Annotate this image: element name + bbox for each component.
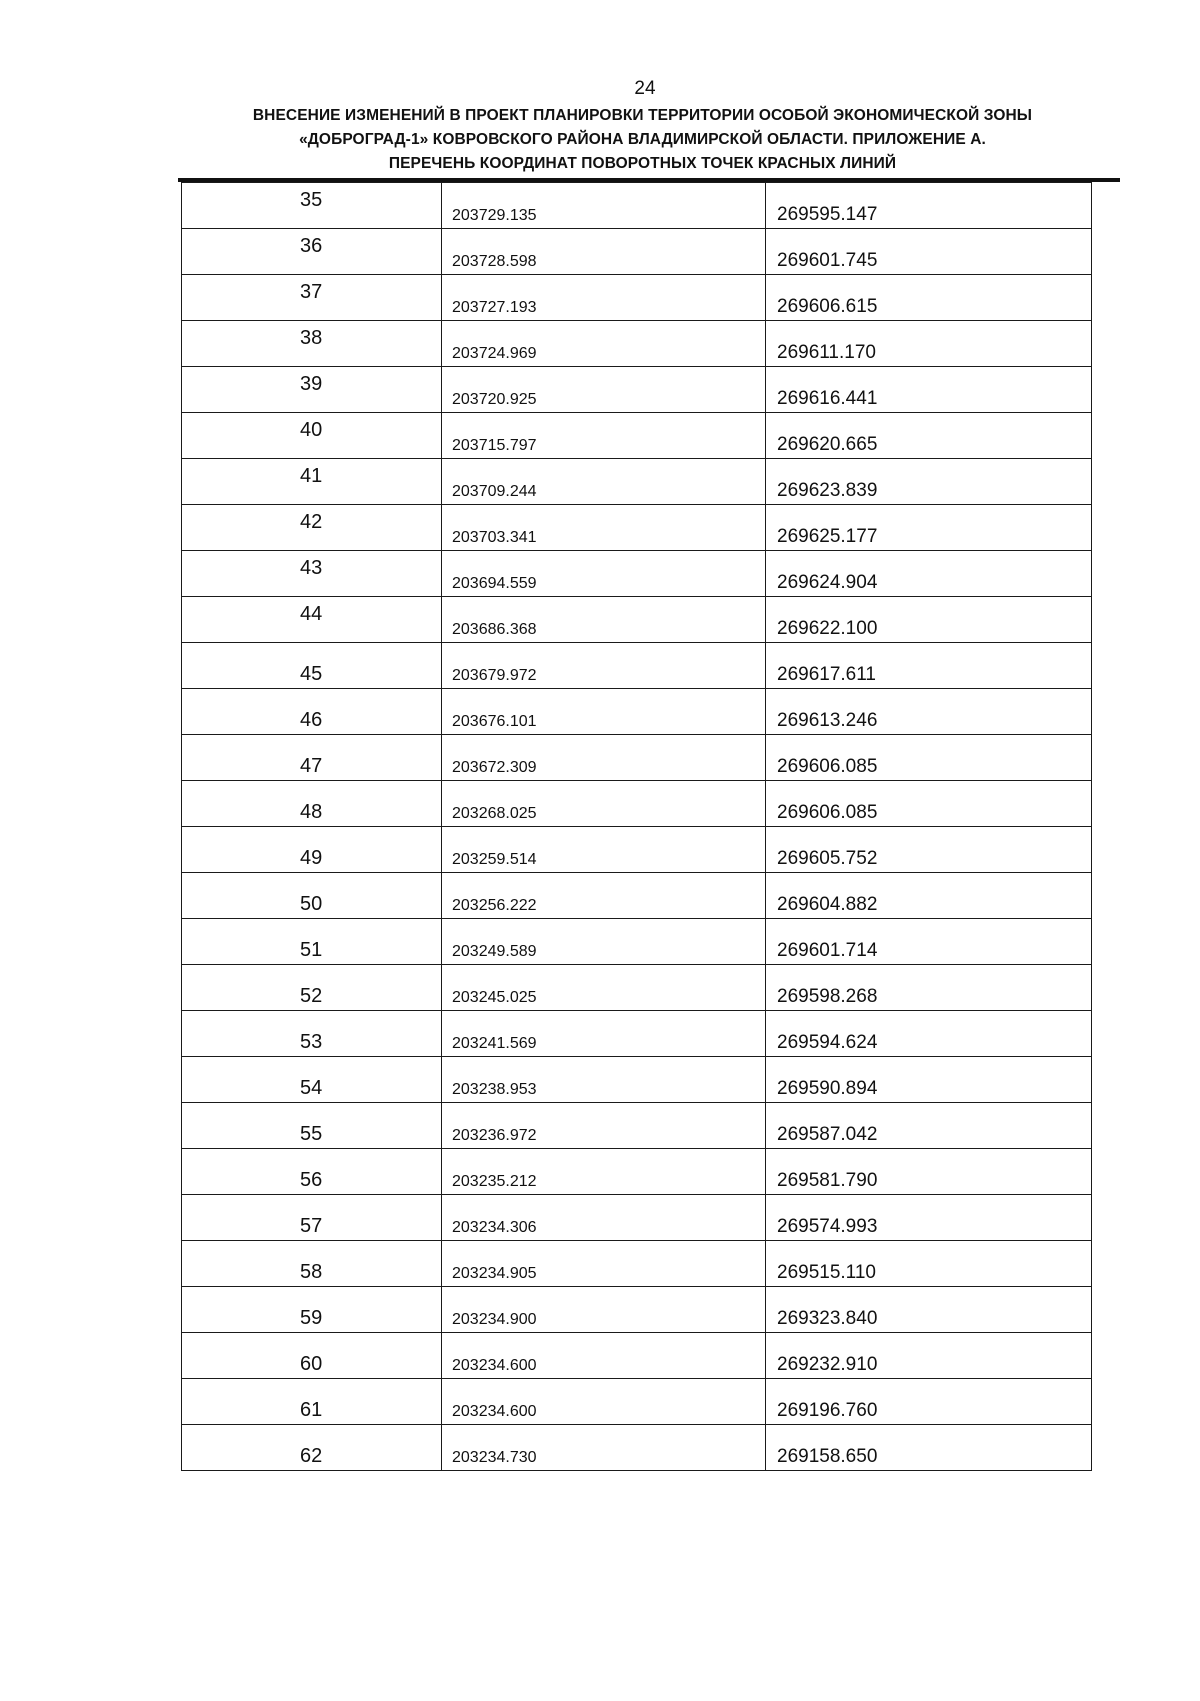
y-coordinate-cell: [766, 1057, 1092, 1103]
y-coordinate-cell: [766, 505, 1092, 551]
y-coordinate-cell: [766, 735, 1092, 781]
table-row: [182, 1195, 1092, 1241]
x-coordinate-cell: [442, 781, 766, 827]
table-row: [182, 1103, 1092, 1149]
x-coordinate: 203727.193: [452, 299, 537, 316]
x-coordinate: 203256.222: [452, 897, 537, 914]
x-coordinate: 203729.135: [452, 207, 537, 224]
x-coordinate: 203709.244: [452, 483, 537, 500]
point-number: 61: [300, 1399, 323, 1421]
point-number-cell: [182, 1057, 442, 1103]
x-coordinate-cell: [442, 1011, 766, 1057]
y-coordinate-cell: [766, 183, 1092, 229]
x-coordinate: 203234.600: [452, 1357, 537, 1374]
point-number: 40: [300, 419, 323, 441]
x-coordinate: 203686.368: [452, 621, 537, 638]
page-number: 24: [634, 78, 656, 99]
x-coordinate-cell: [442, 965, 766, 1011]
y-coordinate: 269574.993: [777, 1216, 878, 1237]
table-row: [182, 367, 1092, 413]
point-number-cell: [182, 965, 442, 1011]
y-coordinate-cell: [766, 965, 1092, 1011]
point-number: 39: [300, 373, 323, 395]
x-coordinate-cell: [442, 597, 766, 643]
x-coordinate-cell: [442, 873, 766, 919]
x-coordinate: 203234.730: [452, 1449, 537, 1466]
x-coordinate-cell: [442, 919, 766, 965]
x-coordinate-cell: [442, 505, 766, 551]
table-row: [182, 873, 1092, 919]
point-number: 44: [300, 603, 323, 625]
x-coordinate: 203724.969: [452, 345, 537, 362]
table-row: [182, 413, 1092, 459]
point-number-cell: [182, 413, 442, 459]
table-row: [182, 1425, 1092, 1471]
y-coordinate: 269604.882: [777, 894, 878, 915]
point-number-cell: [182, 1011, 442, 1057]
x-coordinate: 203245.025: [452, 989, 537, 1006]
point-number-cell: [182, 367, 442, 413]
point-number-cell: [182, 459, 442, 505]
y-coordinate: 269613.246: [777, 710, 878, 731]
y-coordinate: 269625.177: [777, 526, 878, 547]
table-row: [182, 505, 1092, 551]
point-number: 35: [300, 189, 323, 211]
y-coordinate-cell: [766, 643, 1092, 689]
point-number-cell: [182, 735, 442, 781]
y-coordinate-cell: [766, 873, 1092, 919]
y-coordinate-cell: [766, 229, 1092, 275]
x-coordinate-cell: [442, 183, 766, 229]
y-coordinate-cell: [766, 1287, 1092, 1333]
y-coordinate-cell: [766, 919, 1092, 965]
point-number-cell: [182, 1287, 442, 1333]
y-coordinate-cell: [766, 1425, 1092, 1471]
point-number: 36: [300, 235, 323, 257]
y-coordinate: 269622.100: [777, 618, 878, 639]
x-coordinate: 203728.598: [452, 253, 537, 270]
table-row: [182, 965, 1092, 1011]
point-number-cell: [182, 689, 442, 735]
y-coordinate-cell: [766, 1241, 1092, 1287]
x-coordinate-cell: [442, 1103, 766, 1149]
y-coordinate: 269616.441: [777, 388, 878, 409]
table-row: [182, 597, 1092, 643]
y-coordinate: 269606.085: [777, 756, 878, 777]
point-number: 62: [300, 1445, 323, 1467]
point-number-cell: [182, 919, 442, 965]
x-coordinate: 203679.972: [452, 667, 537, 684]
point-number-cell: [182, 1195, 442, 1241]
y-coordinate-cell: [766, 1333, 1092, 1379]
y-coordinate: 269587.042: [777, 1124, 878, 1145]
x-coordinate-cell: [442, 1057, 766, 1103]
y-coordinate-cell: [766, 367, 1092, 413]
point-number: 55: [300, 1123, 323, 1145]
point-number: 45: [300, 663, 323, 685]
y-coordinate-cell: [766, 1011, 1092, 1057]
y-coordinate: 269158.650: [777, 1446, 878, 1467]
table-row: [182, 781, 1092, 827]
x-coordinate: 203234.905: [452, 1265, 537, 1282]
x-coordinate: 203715.797: [452, 437, 537, 454]
point-number: 50: [300, 893, 323, 915]
y-coordinate-cell: [766, 1149, 1092, 1195]
point-number: 43: [300, 557, 323, 579]
point-number: 52: [300, 985, 323, 1007]
x-coordinate-cell: [442, 413, 766, 459]
point-number-cell: [182, 873, 442, 919]
table-row: [182, 919, 1092, 965]
table-row: [182, 321, 1092, 367]
point-number: 51: [300, 939, 323, 961]
document-header: [180, 104, 1105, 176]
x-coordinate: 203676.101: [452, 713, 537, 730]
y-coordinate: 269601.714: [777, 940, 878, 961]
y-coordinate-cell: [766, 321, 1092, 367]
y-coordinate: 269620.665: [777, 434, 878, 455]
point-number-cell: [182, 321, 442, 367]
table-row: [182, 551, 1092, 597]
table-row: [182, 735, 1092, 781]
table-row: [182, 229, 1092, 275]
point-number: 48: [300, 801, 323, 823]
x-coordinate-cell: [442, 689, 766, 735]
point-number-cell: [182, 781, 442, 827]
point-number: 57: [300, 1215, 323, 1237]
x-coordinate-cell: [442, 551, 766, 597]
coordinates-table-body: [182, 183, 1092, 1471]
x-coordinate: 203720.925: [452, 391, 537, 408]
point-number: 54: [300, 1077, 323, 1099]
x-coordinate-cell: [442, 827, 766, 873]
y-coordinate: 269605.752: [777, 848, 878, 869]
point-number: 46: [300, 709, 323, 731]
y-coordinate: 269515.110: [777, 1262, 876, 1283]
x-coordinate-cell: [442, 321, 766, 367]
table-row: [182, 1057, 1092, 1103]
table-row: [182, 1011, 1092, 1057]
point-number: 42: [300, 511, 323, 533]
x-coordinate-cell: [442, 1149, 766, 1195]
y-coordinate-cell: [766, 275, 1092, 321]
x-coordinate: 203268.025: [452, 805, 537, 822]
point-number-cell: [182, 183, 442, 229]
table-row: [182, 1241, 1092, 1287]
y-coordinate-cell: [766, 689, 1092, 735]
table-row: [182, 827, 1092, 873]
x-coordinate-cell: [442, 1287, 766, 1333]
table-row: [182, 1149, 1092, 1195]
y-coordinate: 269595.147: [777, 204, 878, 225]
x-coordinate-cell: [442, 367, 766, 413]
y-coordinate: 269323.840: [777, 1308, 878, 1329]
y-coordinate: 269590.894: [777, 1078, 878, 1099]
x-coordinate-cell: [442, 229, 766, 275]
point-number-cell: [182, 229, 442, 275]
y-coordinate: 269598.268: [777, 986, 878, 1007]
point-number: 41: [300, 465, 323, 487]
point-number: 49: [300, 847, 323, 869]
point-number: 38: [300, 327, 323, 349]
y-coordinate: 269623.839: [777, 480, 878, 501]
table-row: [182, 643, 1092, 689]
y-coordinate: 269617.611: [777, 664, 876, 685]
point-number-cell: [182, 551, 442, 597]
y-coordinate-cell: [766, 459, 1092, 505]
y-coordinate-cell: [766, 1195, 1092, 1241]
x-coordinate-cell: [442, 459, 766, 505]
point-number-cell: [182, 1379, 442, 1425]
x-coordinate-cell: [442, 1241, 766, 1287]
point-number: 47: [300, 755, 323, 777]
point-number: 56: [300, 1169, 323, 1191]
x-coordinate: 203238.953: [452, 1081, 537, 1098]
x-coordinate: 203234.306: [452, 1219, 537, 1236]
y-coordinate: 269594.624: [777, 1032, 878, 1053]
point-number-cell: [182, 1425, 442, 1471]
x-coordinate: 203672.309: [452, 759, 537, 776]
coordinates-table: [181, 182, 1092, 1471]
x-coordinate-cell: [442, 1379, 766, 1425]
point-number-cell: [182, 1333, 442, 1379]
y-coordinate: 269601.745: [777, 250, 878, 271]
x-coordinate: 203241.569: [452, 1035, 537, 1052]
table-row: [182, 183, 1092, 229]
point-number-cell: [182, 643, 442, 689]
y-coordinate: 269606.085: [777, 802, 878, 823]
y-coordinate-cell: [766, 1103, 1092, 1149]
point-number-cell: [182, 1103, 442, 1149]
header-line-3: ПЕРЕЧЕНЬ КООРДИНАТ ПОВОРОТНЫХ ТОЧЕК КРАСНЫХ ЛИНИЙ: [388, 155, 897, 172]
y-coordinate-cell: [766, 781, 1092, 827]
x-coordinate-cell: [442, 1195, 766, 1241]
x-coordinate-cell: [442, 643, 766, 689]
table-row: [182, 1379, 1092, 1425]
y-coordinate: 269606.615: [777, 296, 878, 317]
y-coordinate-cell: [766, 827, 1092, 873]
y-coordinate: 269196.760: [777, 1400, 878, 1421]
point-number-cell: [182, 1149, 442, 1195]
y-coordinate: 269581.790: [777, 1170, 878, 1191]
x-coordinate: 203234.900: [452, 1311, 537, 1328]
x-coordinate: 203236.972: [452, 1127, 537, 1144]
x-coordinate-cell: [442, 735, 766, 781]
point-number-cell: [182, 505, 442, 551]
header-line-2: «ДОБРОГРАД-1» КОВРОВСКОГО РАЙОНА ВЛАДИМИРСКОЙ ОБЛАСТИ. ПРИЛОЖЕНИЕ А.: [299, 131, 986, 148]
x-coordinate: 203234.600: [452, 1403, 537, 1420]
x-coordinate-cell: [442, 1425, 766, 1471]
table-row: [182, 689, 1092, 735]
header-line-1: ВНЕСЕНИЕ ИЗМЕНЕНИЙ В ПРОЕКТ ПЛАНИРОВКИ ТЕРРИТОРИИ ОСОБОЙ ЭКОНОМИЧЕСКОЙ ЗОНЫ: [252, 107, 1033, 124]
x-coordinate-cell: [442, 1333, 766, 1379]
table-row: [182, 459, 1092, 505]
point-number: 60: [300, 1353, 323, 1375]
y-coordinate-cell: [766, 597, 1092, 643]
y-coordinate-cell: [766, 1379, 1092, 1425]
y-coordinate-cell: [766, 551, 1092, 597]
x-coordinate: 203703.341: [452, 529, 537, 546]
point-number: 59: [300, 1307, 323, 1329]
point-number: 37: [300, 281, 323, 303]
x-coordinate: 203259.514: [452, 851, 537, 868]
x-coordinate: 203249.589: [452, 943, 537, 960]
point-number-cell: [182, 275, 442, 321]
table-row: [182, 1333, 1092, 1379]
x-coordinate: 203694.559: [452, 575, 537, 592]
x-coordinate: 203235.212: [452, 1173, 537, 1190]
y-coordinate-cell: [766, 413, 1092, 459]
table-row: [182, 1287, 1092, 1333]
point-number-cell: [182, 1241, 442, 1287]
x-coordinate-cell: [442, 275, 766, 321]
point-number-cell: [182, 597, 442, 643]
point-number: 58: [300, 1261, 323, 1283]
y-coordinate: 269611.170: [777, 342, 876, 363]
point-number: 53: [300, 1031, 323, 1053]
y-coordinate: 269624.904: [777, 572, 878, 593]
table-row: [182, 275, 1092, 321]
y-coordinate: 269232.910: [777, 1354, 878, 1375]
point-number-cell: [182, 827, 442, 873]
